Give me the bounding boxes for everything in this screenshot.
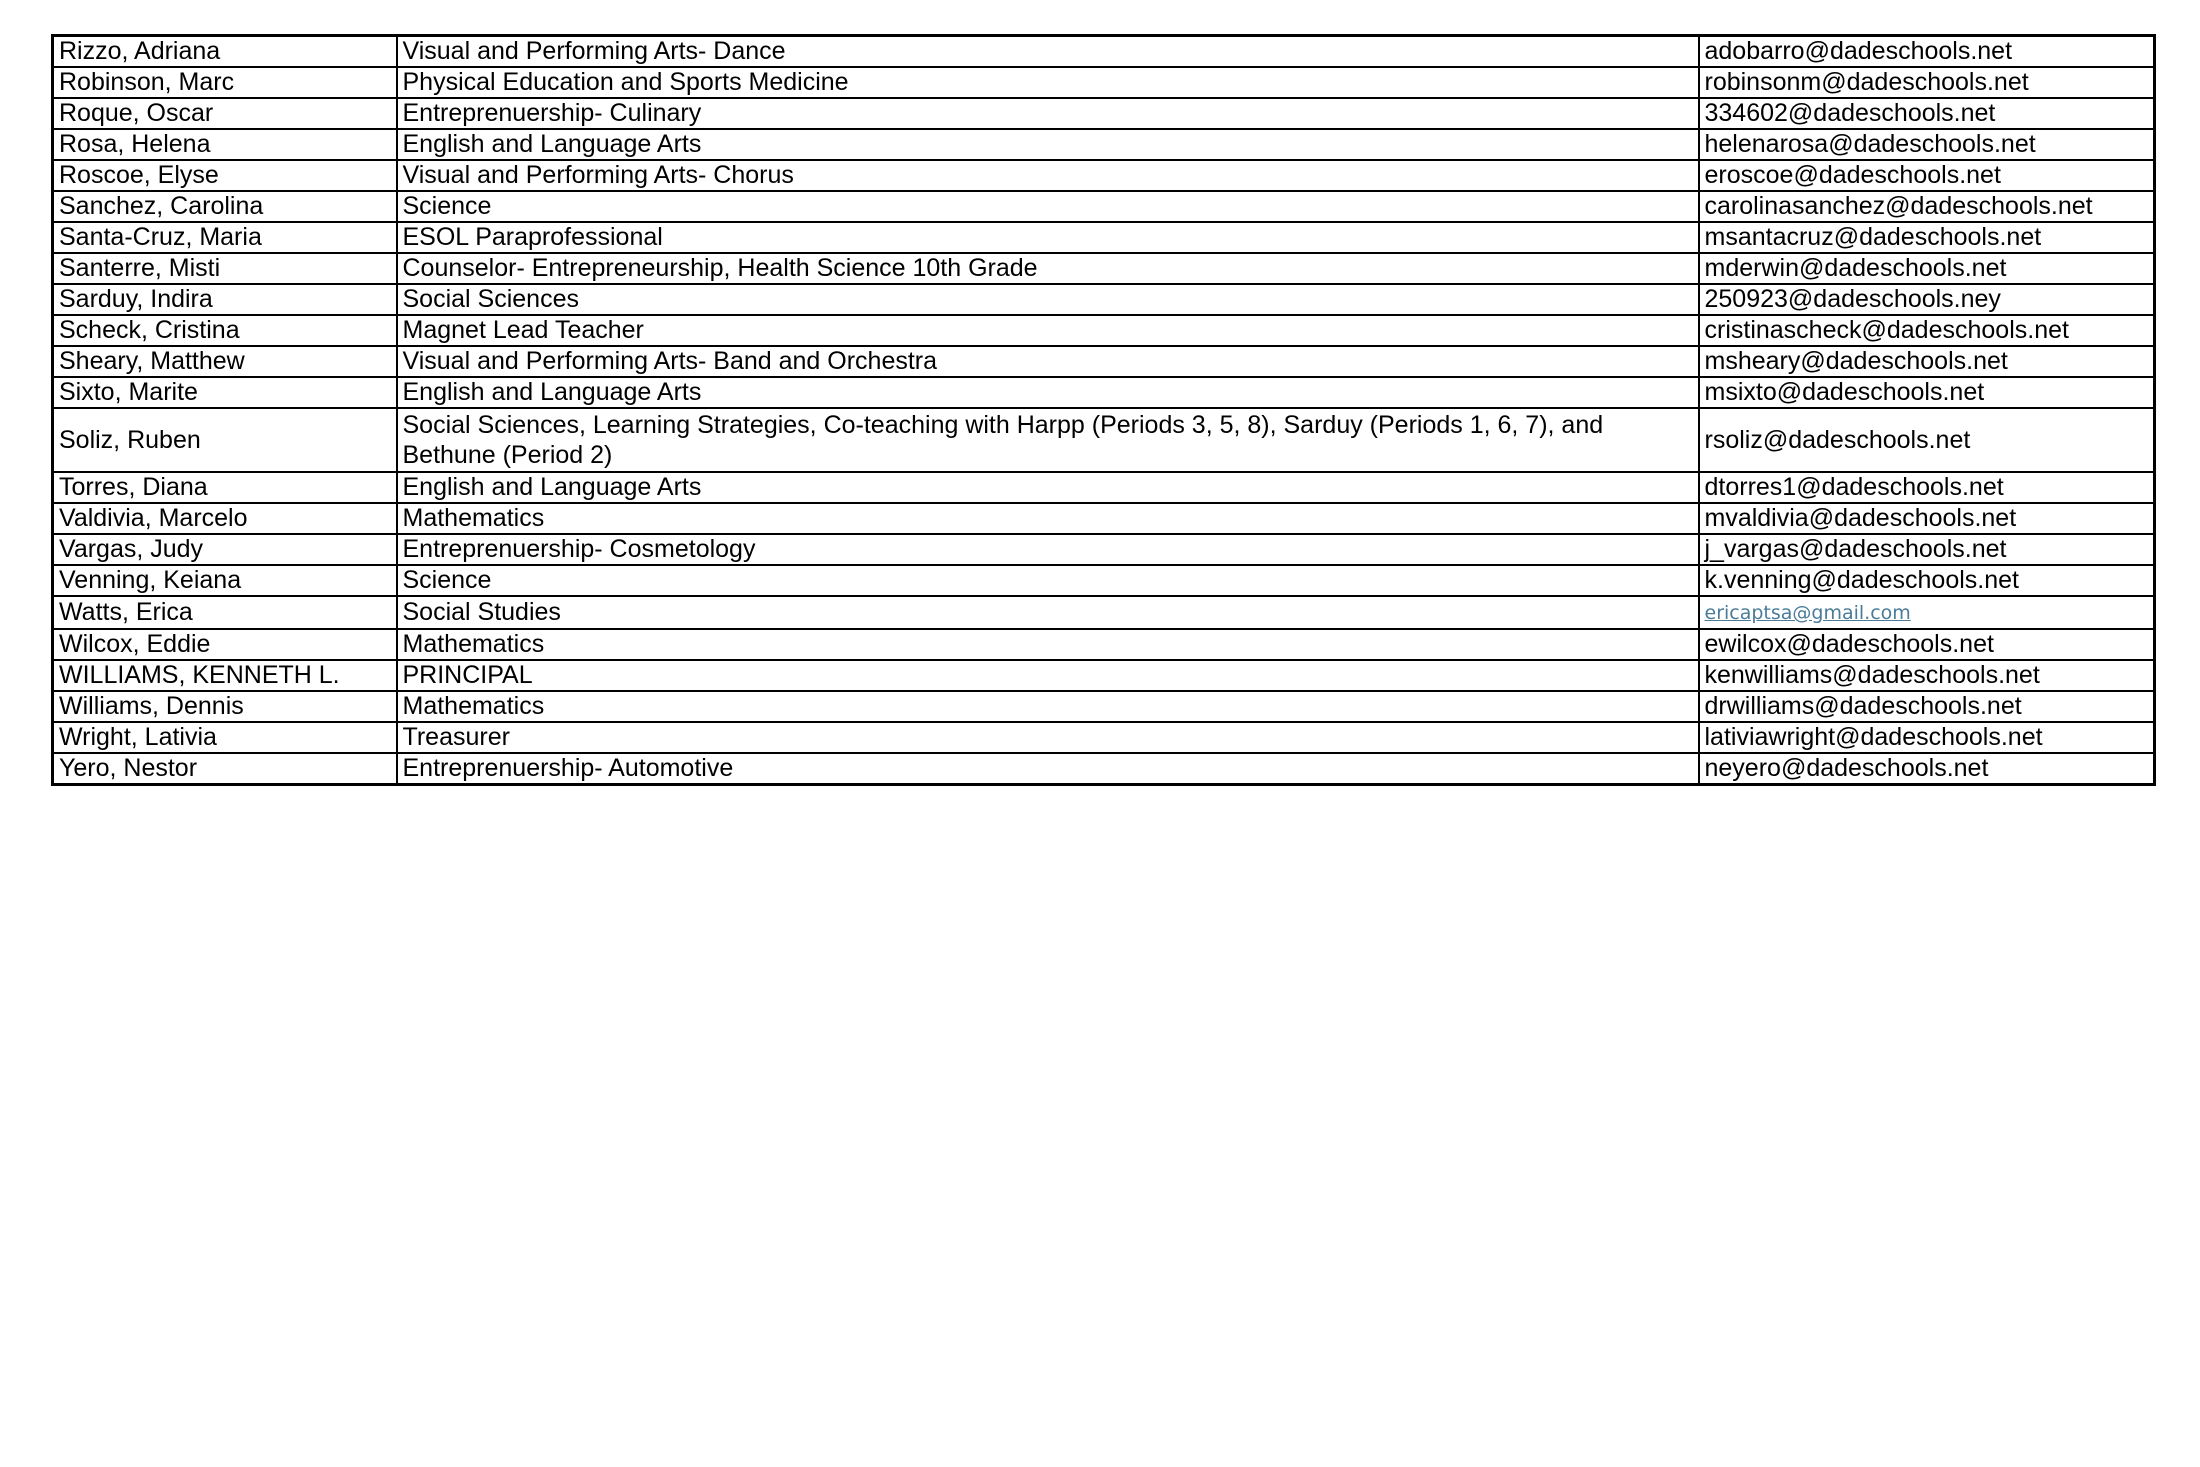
staff-name: Vargas, Judy [53, 534, 397, 565]
table-row [53, 253, 2155, 284]
staff-name: Valdivia, Marcelo [53, 503, 397, 534]
staff-department: Treasurer [397, 722, 1699, 753]
staff-email: msantacruz@dadeschools.net [1699, 222, 2155, 253]
table-row [53, 129, 2155, 160]
staff-department: Social Studies [397, 596, 1699, 629]
staff-directory-table [51, 34, 2156, 786]
staff-department: Social Sciences, Learning Strategies, Co-teaching with Harpp (Periods 3, 5, 8), Sarduy (Periods 1, 6, 7), and Bethune (Period 2) [397, 408, 1699, 472]
staff-department: English and Language Arts [397, 377, 1699, 408]
staff-email: mderwin@dadeschools.net [1699, 253, 2155, 284]
staff-department: Entreprenuership- Cosmetology [397, 534, 1699, 565]
staff-name: Williams, Dennis [53, 691, 397, 722]
staff-department: Mathematics [397, 503, 1699, 534]
table-row [53, 565, 2155, 596]
staff-email: mvaldivia@dadeschools.net [1699, 503, 2155, 534]
staff-email: 250923@dadeschools.ney [1699, 284, 2155, 315]
staff-name: Roscoe, Elyse [53, 160, 397, 191]
staff-name: Wright, Lativia [53, 722, 397, 753]
staff-name: Santa-Cruz, Maria [53, 222, 397, 253]
staff-email: helenarosa@dadeschools.net [1699, 129, 2155, 160]
table-row [53, 629, 2155, 660]
staff-name: Venning, Keiana [53, 565, 397, 596]
staff-name: WILLIAMS, KENNETH L. [53, 660, 397, 691]
staff-email: msheary@dadeschools.net [1699, 346, 2155, 377]
staff-department: Visual and Performing Arts- Chorus [397, 160, 1699, 191]
staff-email: k.venning@dadeschools.net [1699, 565, 2155, 596]
table-row [53, 160, 2155, 191]
staff-department: Social Sciences [397, 284, 1699, 315]
table-row [53, 346, 2155, 377]
staff-email: kenwilliams@dadeschools.net [1699, 660, 2155, 691]
staff-name: Sanchez, Carolina [53, 191, 397, 222]
staff-name: Santerre, Misti [53, 253, 397, 284]
table-row [53, 472, 2155, 503]
table-row [53, 377, 2155, 408]
staff-name: Scheck, Cristina [53, 315, 397, 346]
table-row [53, 36, 2155, 68]
staff-department: Visual and Performing Arts- Band and Orchestra [397, 346, 1699, 377]
staff-department: English and Language Arts [397, 472, 1699, 503]
staff-email: cristinascheck@dadeschools.net [1699, 315, 2155, 346]
staff-name: Watts, Erica [53, 596, 397, 629]
staff-email: j_vargas@dadeschools.net [1699, 534, 2155, 565]
staff-email: lativiawright@dadeschools.net [1699, 722, 2155, 753]
staff-name: Rosa, Helena [53, 129, 397, 160]
staff-department: PRINCIPAL [397, 660, 1699, 691]
staff-name: Yero, Nestor [53, 753, 397, 785]
staff-email-cell [1699, 596, 2155, 629]
staff-department: Visual and Performing Arts- Dance [397, 36, 1699, 68]
staff-department: Magnet Lead Teacher [397, 315, 1699, 346]
staff-department: Entreprenuership- Automotive [397, 753, 1699, 785]
table-row [53, 503, 2155, 534]
table-row [53, 222, 2155, 253]
staff-department: Entreprenuership- Culinary [397, 98, 1699, 129]
staff-name: Sixto, Marite [53, 377, 397, 408]
email-link[interactable]: ericaptsa@gmail.com [1704, 602, 1911, 624]
staff-name: Roque, Oscar [53, 98, 397, 129]
table-row [53, 98, 2155, 129]
staff-email: carolinasanchez@dadeschools.net [1699, 191, 2155, 222]
staff-email: eroscoe@dadeschools.net [1699, 160, 2155, 191]
staff-email: drwilliams@dadeschools.net [1699, 691, 2155, 722]
staff-name: Torres, Diana [53, 472, 397, 503]
table-row [53, 753, 2155, 785]
table-row [53, 67, 2155, 98]
staff-department: Counselor- Entrepreneurship, Health Science 10th Grade [397, 253, 1699, 284]
staff-department: Mathematics [397, 691, 1699, 722]
staff-department: English and Language Arts [397, 129, 1699, 160]
staff-department: Physical Education and Sports Medicine [397, 67, 1699, 98]
table-row [53, 284, 2155, 315]
staff-email: ewilcox@dadeschools.net [1699, 629, 2155, 660]
table-row [53, 315, 2155, 346]
table-row [53, 691, 2155, 722]
table-row [53, 191, 2155, 222]
staff-email: msixto@dadeschools.net [1699, 377, 2155, 408]
staff-department: Science [397, 565, 1699, 596]
table-row [53, 660, 2155, 691]
table-row [53, 596, 2155, 629]
staff-department: Mathematics [397, 629, 1699, 660]
staff-name: Robinson, Marc [53, 67, 397, 98]
staff-name: Soliz, Ruben [53, 408, 397, 472]
staff-email: robinsonm@dadeschools.net [1699, 67, 2155, 98]
table-row [53, 408, 2155, 472]
staff-email: 334602@dadeschools.net [1699, 98, 2155, 129]
staff-name: Rizzo, Adriana [53, 36, 397, 68]
staff-name: Sheary, Matthew [53, 346, 397, 377]
staff-name: Wilcox, Eddie [53, 629, 397, 660]
staff-email: rsoliz@dadeschools.net [1699, 408, 2155, 472]
staff-name: Sarduy, Indira [53, 284, 397, 315]
table-row [53, 722, 2155, 753]
table-row [53, 534, 2155, 565]
staff-email: adobarro@dadeschools.net [1699, 36, 2155, 68]
staff-email: neyero@dadeschools.net [1699, 753, 2155, 785]
staff-department: Science [397, 191, 1699, 222]
staff-department: ESOL Paraprofessional [397, 222, 1699, 253]
staff-email: dtorres1@dadeschools.net [1699, 472, 2155, 503]
